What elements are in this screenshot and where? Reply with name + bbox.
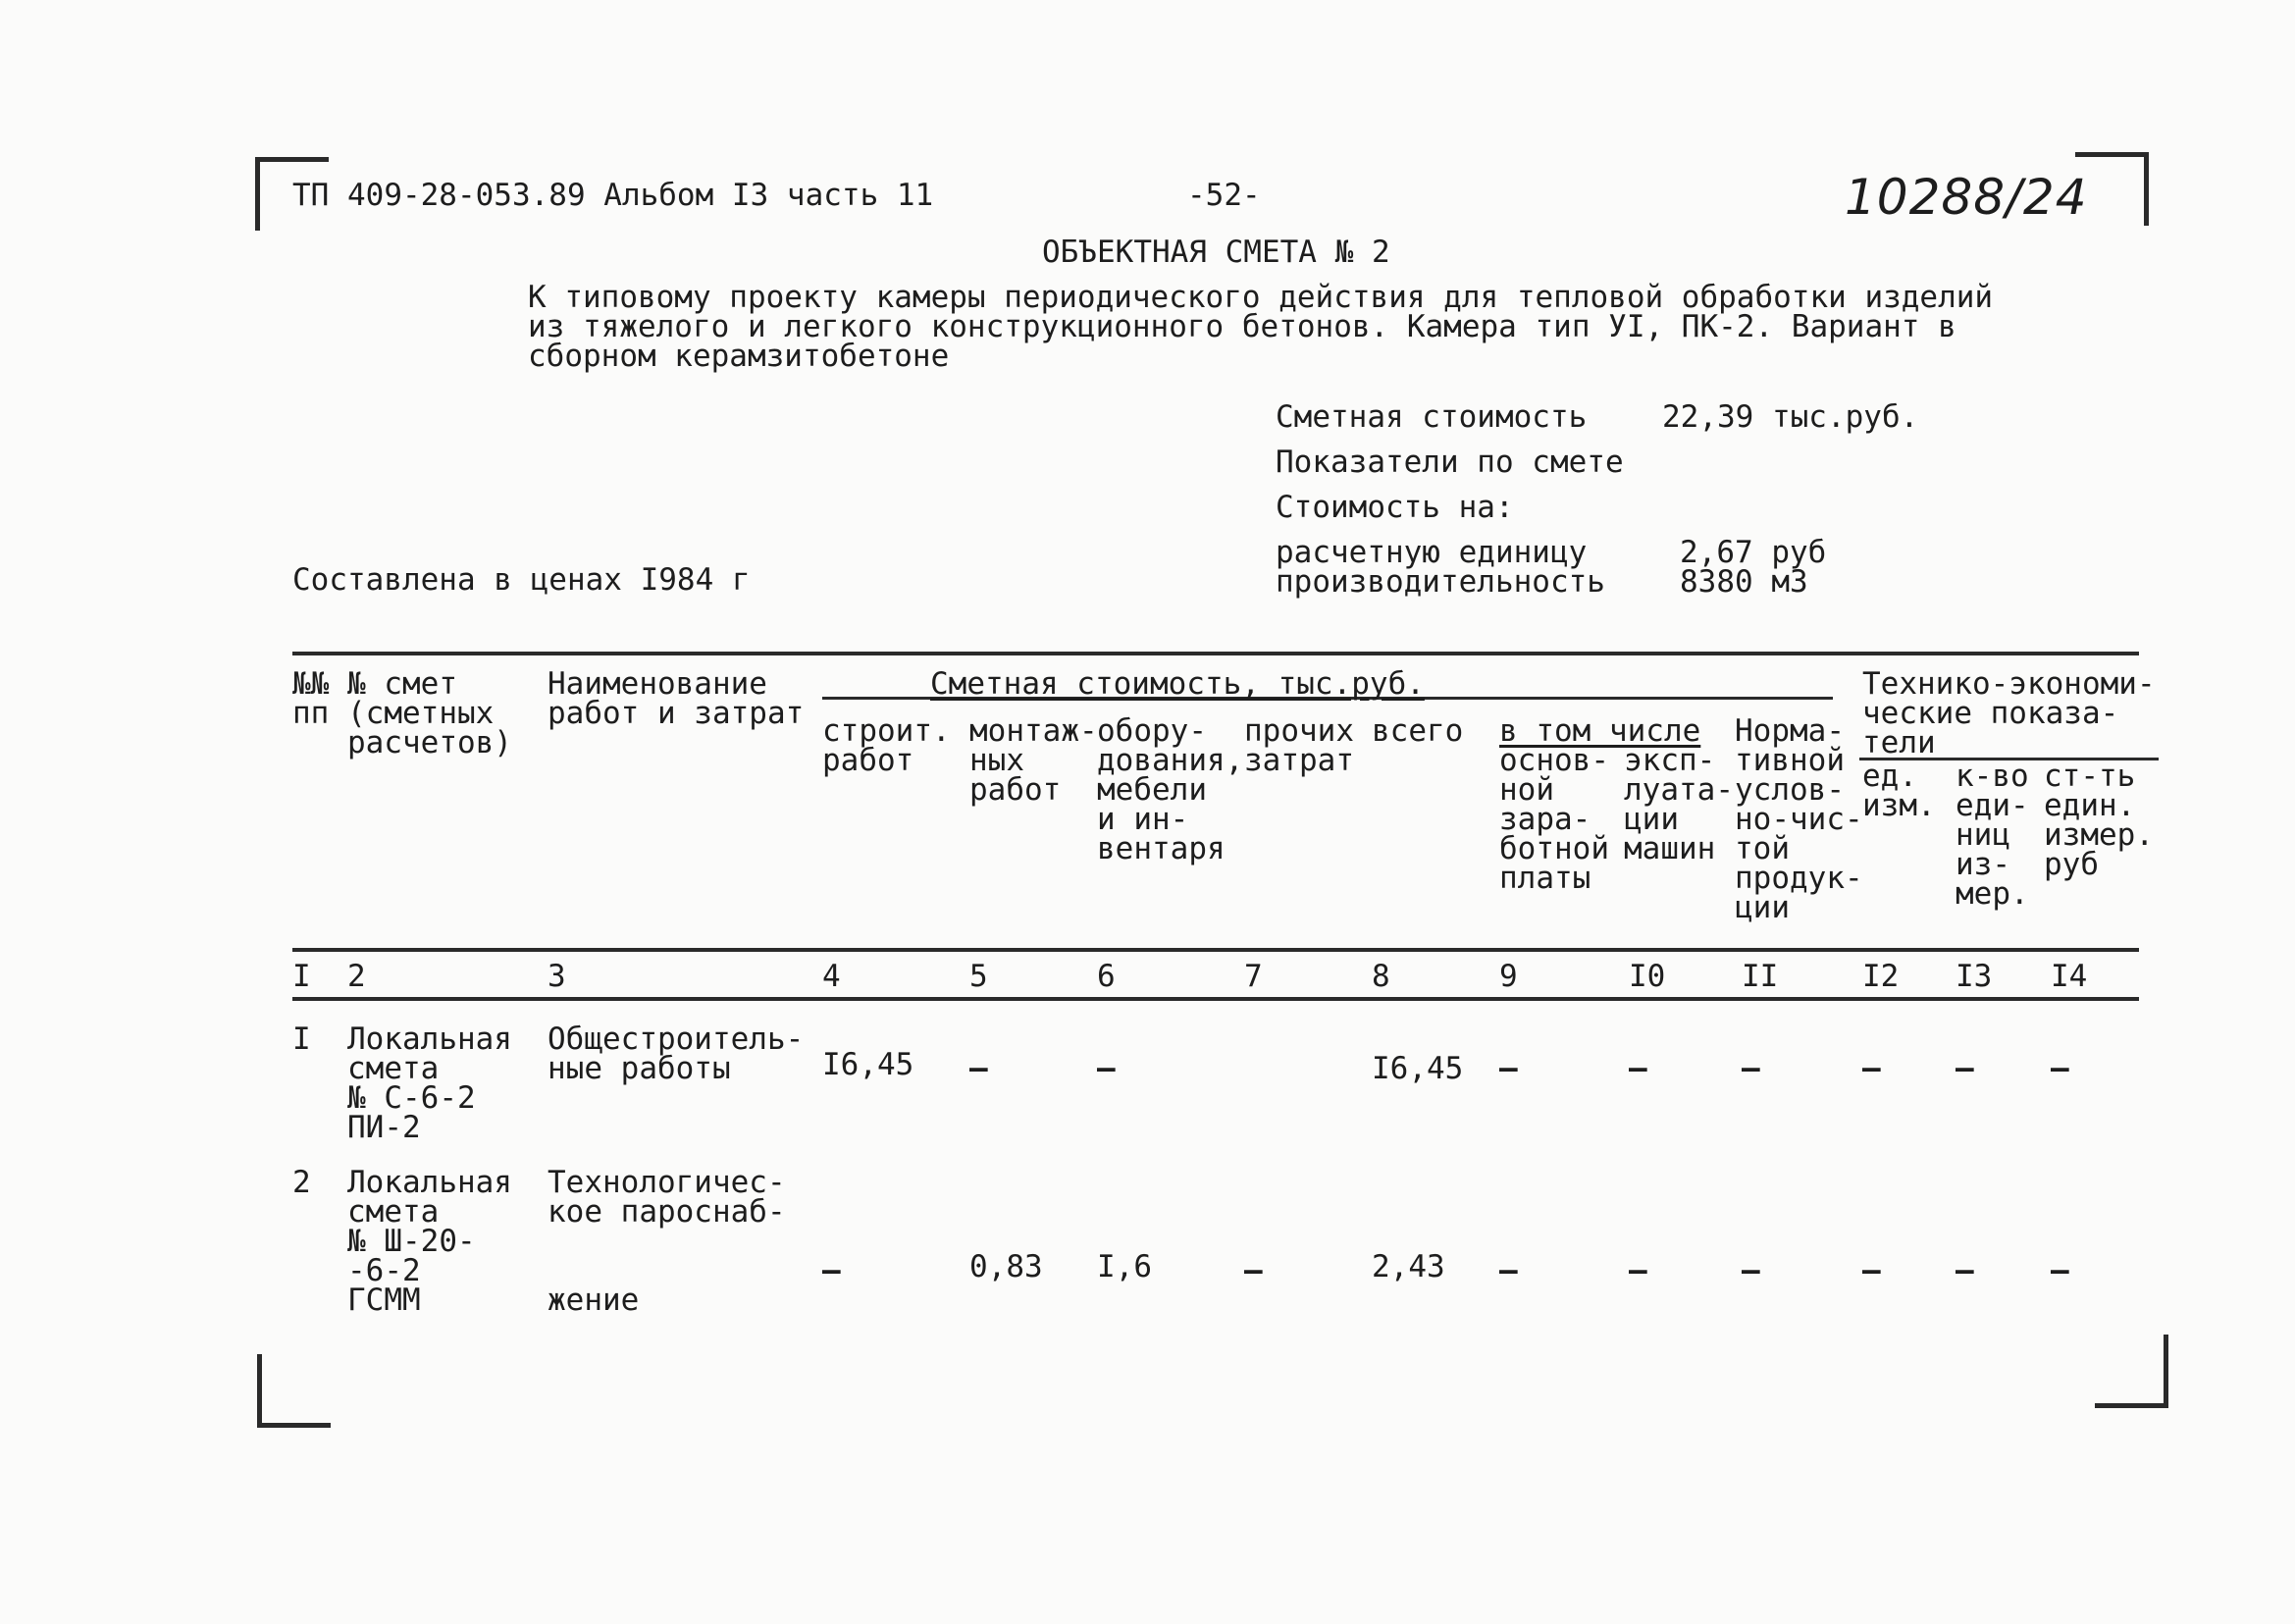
column-number: 3 [548,959,566,994]
corner-bracket-bottom-left [257,1354,331,1428]
row-base-salary: – [1499,1253,1518,1288]
indicators-label: Показатели по смете [1276,445,1624,480]
header-col-7: прочих затрат [1244,713,1354,778]
unit-value: 2,67 руб [1680,535,1827,570]
cost-label: Сметная стоимость [1276,399,1588,435]
row-estimate: Локальная смета № Ш-20- -6-2 ГСММ [347,1165,512,1318]
header-col-9: основ- ной зара- ботной платы [1499,743,1609,896]
header-col-14: ст-ть един. измер. руб [2044,759,2154,882]
header-group-incl: в том числе [1499,713,1701,749]
row-installation-cost: 0,83 [969,1249,1043,1284]
description-line-1: К типовому проекту камеры периодического действия для тепловой обработки изделий [528,280,1994,315]
row-unit: – [1862,1253,1881,1288]
doc-code: ТП 409-28-053.89 Альбом I3 часть 11 [292,178,934,213]
row-equipment-cost: – [1097,1051,1116,1086]
column-number: I [292,959,311,994]
row-other-cost: – [1244,1253,1263,1288]
header-col-11: Норма- тивной услов- но-чис- той продук- ции [1735,713,1863,925]
productivity-value: 8380 м3 [1680,564,1808,600]
cost-value: 22,39 тыс.руб. [1662,399,1919,435]
table-top-rule [292,652,2139,655]
row-installation-cost: – [969,1051,988,1086]
cost-per-label: Стоимость на: [1276,490,1514,525]
column-number: II [1742,959,1779,994]
row-total-cost: I6,45 [1372,1051,1464,1086]
header-col-12: ед. изм. [1862,759,1936,823]
description-line-2: из тяжелого и легкого конструкционного бетонов. Камера тип УI, ПК-2. Вариант в [528,309,1956,344]
page-title: ОБЪЕКТНАЯ СМЕТА № 2 [1042,235,1390,270]
header-group-tech: Технико-экономи- ческие показа- тели [1862,666,2156,760]
header-col-8: всего [1372,713,1464,749]
row-base-salary: – [1499,1051,1518,1086]
column-number: I4 [2051,959,2088,994]
row-unit-cost: – [2051,1253,2069,1288]
column-number: 4 [822,959,841,994]
row-machine-operation: – [1629,1253,1647,1288]
row-unit: – [1862,1051,1881,1086]
header-col-3: Наименование работ и затрат [548,666,805,731]
description-line-3: сборном керамзитобетоне [528,339,950,374]
productivity-label: производительность [1276,564,1605,600]
row-net-production: – [1742,1253,1760,1288]
unit-label: расчетную единицу [1276,535,1588,570]
row-unit-cost: – [2051,1051,2069,1086]
row-work-name: Общестроитель- ные работы [548,1022,805,1086]
column-number: I2 [1862,959,1900,994]
header-col-13: к-во еди- ниц из- мер. [1956,759,2029,912]
header-bottom-rule [292,948,2139,952]
row-construction-cost: I6,45 [822,1047,914,1082]
header-col-1: №№ пп [292,666,330,731]
column-number: 2 [347,959,366,994]
corner-bracket-bottom-right [2095,1335,2168,1408]
row-estimate: Локальная смета № С-6-2 ПИ-2 [347,1022,512,1145]
row-total-cost: 2,43 [1372,1249,1445,1284]
header-col-10: эксп- луата- ции машин [1624,743,1734,866]
page-number: -52- [1187,178,1261,213]
row-construction-cost: – [822,1253,841,1288]
column-number: 7 [1244,959,1263,994]
row-machine-operation: – [1629,1051,1647,1086]
column-number: 6 [1097,959,1116,994]
column-number: 9 [1499,959,1518,994]
row-unit-count: – [1956,1051,1974,1086]
row-unit-count: – [1956,1253,1974,1288]
column-number: 8 [1372,959,1390,994]
row-number: I [292,1022,311,1057]
row-equipment-cost: I,6 [1097,1249,1152,1284]
row-work-name: Технологичес- кое пароснаб- жение [548,1165,786,1318]
column-number: I3 [1956,959,1993,994]
column-number: I0 [1629,959,1666,994]
column-number-rule [292,997,2139,1001]
header-col-4: строит. работ [822,713,951,778]
header-col-6: обору- дования, мебели и ин- вентаря [1097,713,1244,866]
row-number: 2 [292,1165,311,1200]
header-group-cost: Сметная стоимость, тыс.руб. [930,666,1425,702]
column-number: 5 [969,959,988,994]
header-col-2: № смет (сметных расчетов) [347,666,512,760]
handwritten-number: 10288/24 [1845,169,2088,226]
header-col-5: монтаж- ных работ [969,713,1098,808]
compiled-in: Составлена в ценах I984 г [292,562,751,598]
row-net-production: – [1742,1051,1760,1086]
